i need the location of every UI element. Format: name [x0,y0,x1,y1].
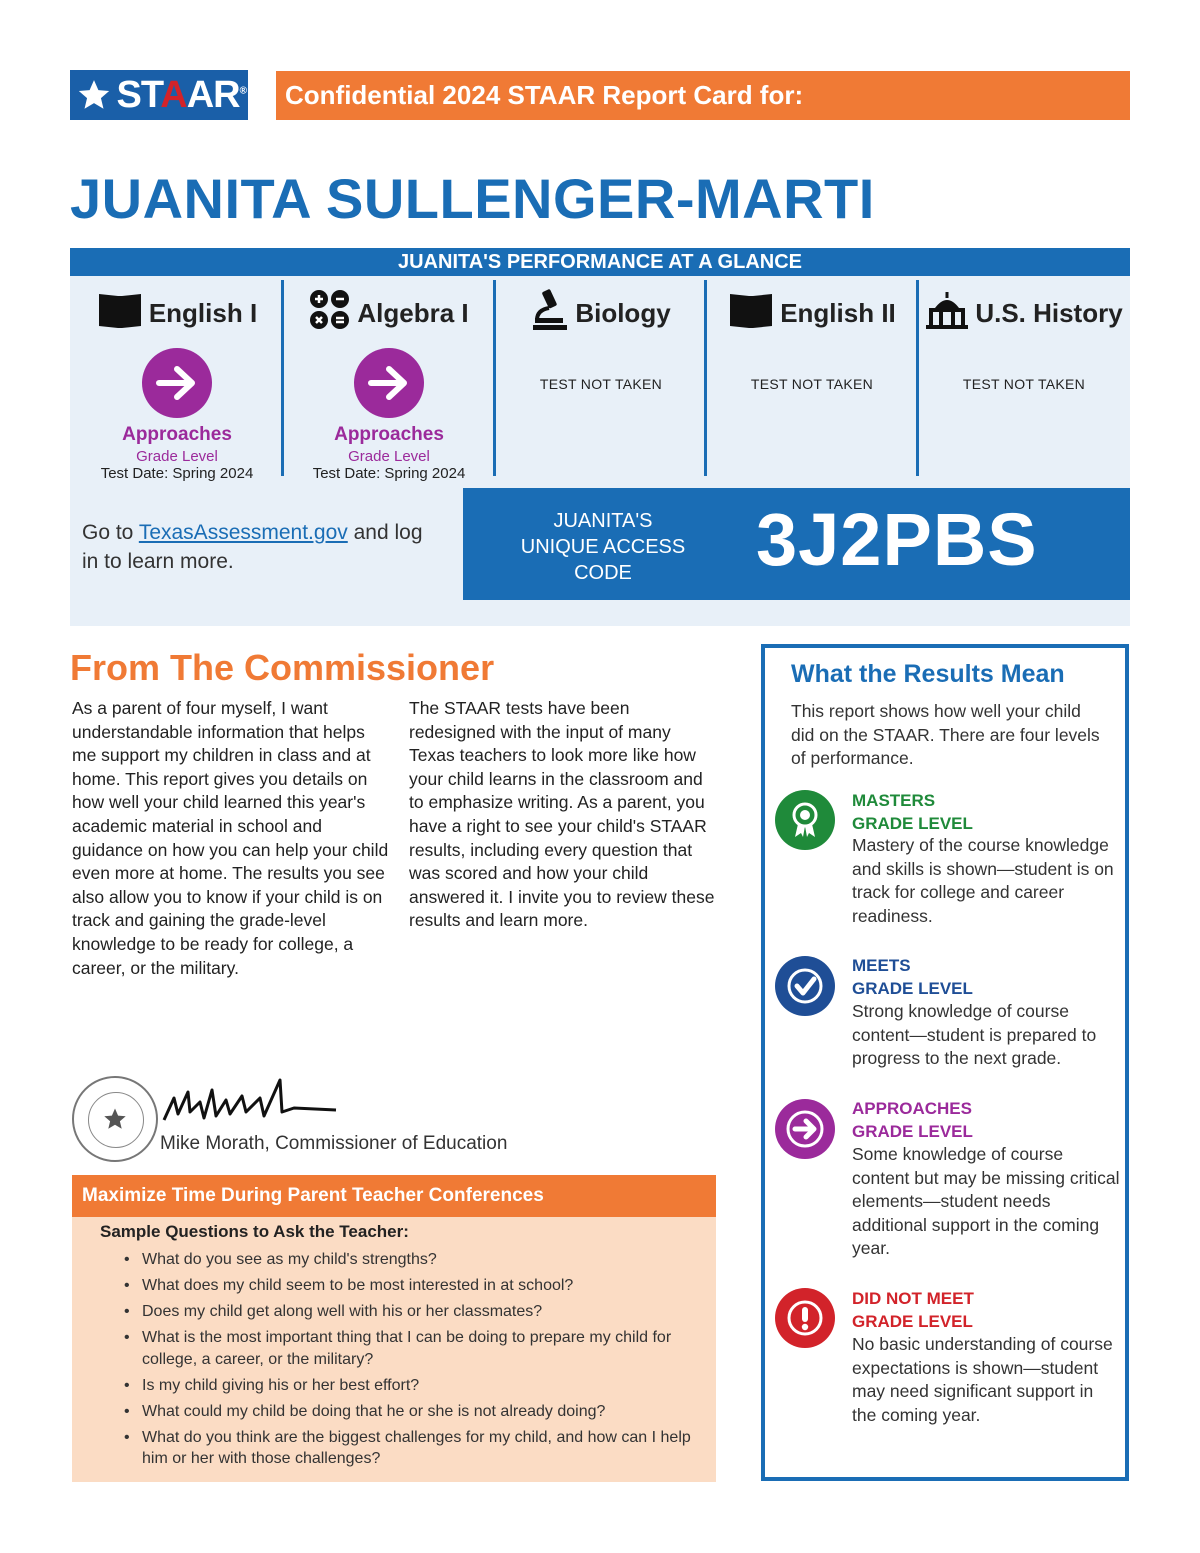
access-code-label [488,508,718,586]
list-item: • What could my child be doing that he or she is not already doing? [124,1401,714,1423]
level-heading-line: GRADE LEVEL [852,979,973,998]
texas-assessment-link[interactable]: TexasAssessment.gov [138,521,348,544]
level-heading-did-not-meet [852,1287,974,1333]
level-heading-line: DID NOT MEET [852,1289,974,1308]
level-description-meets: Strong knowledge of course content—student is prepared to progress to the next grade. [852,1001,1097,1068]
performance-level: Approaches [122,424,232,445]
code-label-line: UNIQUE ACCESS [520,536,686,558]
list-item: • What do you see as my child's strengths? [124,1249,714,1271]
subject-name: Biology [575,297,671,328]
level-heading-approaches [852,1097,973,1143]
performance-level-sub: Grade Level [348,448,430,465]
list-item: • Is my child giving his or her best effort? [124,1375,714,1397]
level-heading-line: MEETS [852,956,911,975]
math-symbols-icon [309,289,351,338]
commissioner-title: From The Commissioner [70,647,495,688]
level-heading-masters [852,789,973,835]
star-icon [72,72,117,118]
staar-logo [70,70,248,120]
list-item: • What do you think are the biggest challenges for my child, and how can I help him or her with those challenges? [124,1427,714,1470]
book-icon [728,290,774,337]
test-not-taken: TEST NOT TAKEN [962,376,1086,392]
level-heading-line: GRADE LEVEL [852,1122,973,1141]
results-title: What the Results Mean [791,660,1065,688]
questions-list [124,1249,714,1474]
award-ribbon-icon [775,790,835,850]
list-item: • What does my child seem to be most interested in at school? [124,1275,714,1297]
level-description-did-not-meet: No basic understanding of course expectations is shown—student may need significant support in the coming year. [852,1334,1113,1425]
microscope-icon [531,288,569,339]
performance-level-sub: Grade Level [136,448,218,465]
code-label-line: CODE [574,562,632,584]
level-description-approaches: Some knowledge of course content but may be missing critical elements—student needs additional support in the coming year. [852,1144,1120,1258]
subject-english-1 [72,278,282,482]
student-name: JUANITA SULLENGER-MARTI [70,167,875,230]
commissioner-name: Mike Morath, Commissioner of Education [160,1133,508,1154]
goto-prefix: Go to [82,521,139,544]
subject-name: English II [780,297,896,328]
goto-suffix: and log in to learn more. [82,521,423,573]
level-description-masters: Mastery of the course knowledge and skills is shown—student is on track for college and career readiness. [852,835,1114,926]
access-code-value: 3J2PBS [756,498,1038,581]
level-heading-line: APPROACHES [852,1099,972,1118]
performance-level: Approaches [334,424,444,445]
test-not-taken: TEST NOT TAKEN [750,376,874,392]
test-not-taken: TEST NOT TAKEN [539,376,663,392]
arrow-right-icon [775,1099,835,1159]
subject-biology [496,278,706,476]
book-icon [97,290,143,337]
level-heading-meets [852,954,973,1000]
subject-us-history [919,278,1129,476]
commissioner-text-col-1: As a parent of four myself, I want understandable information that helps me support my children in class and at home. This report gives you details on how well your child learned this year's academic material in school and guidance on how you can help your child even more at home. The results you see also allow you to know if your child is on track and gaining the grade-level knowledge to be ready for college, a career, or the military. [72,698,389,978]
test-date: Test Date: Spring 2024 [312,465,466,482]
results-intro: This report shows how well your child did on the STAAR. There are four levels of performance. [791,701,1100,768]
arrow-right-icon [142,348,212,418]
checkmark-icon [775,956,835,1016]
commissioner-signature [160,1072,340,1128]
subject-name: U.S. History [975,297,1123,328]
subject-english-2 [707,278,917,476]
state-seal-icon [72,1076,158,1162]
glance-title: JUANITA'S PERFORMANCE AT A GLANCE [70,248,1130,276]
capitol-building-icon [925,290,969,337]
arrow-right-icon [354,348,424,418]
report-title-bar: Confidential 2024 STAAR Report Card for: [276,71,1130,120]
level-heading-line: GRADE LEVEL [852,1312,973,1331]
list-item: • What is the most important thing that I can be doing to prepare my child for college, a career, or the military? [124,1327,714,1370]
test-date: Test Date: Spring 2024 [100,465,254,482]
level-heading-line: GRADE LEVEL [852,814,973,833]
subject-algebra-1 [284,278,494,482]
list-item: • Does my child get along well with his or her classmates? [124,1301,714,1323]
conferences-title: Maximize Time During Parent Teacher Conferences [72,1175,716,1217]
exclamation-icon [775,1288,835,1348]
subject-name: Algebra I [357,297,469,328]
code-label-line: JUANITA'S [553,510,653,532]
commissioner-text-col-2: The STAAR tests have been redesigned with the input of many Texas teachers to look more like how your child learns in the classroom and to emphasize writing. As a parent, you have a right to see your child's STAAR results, including every question that was scored and how your child answered it. I invite you to review these results and learn more. [409,698,715,931]
level-heading-line: MASTERS [852,791,936,810]
login-instructions [82,518,442,576]
logo-wordmark: STAAR® [116,73,246,116]
subject-name: English I [148,297,258,328]
questions-subtitle: Sample Questions to Ask the Teacher: [100,1222,409,1241]
